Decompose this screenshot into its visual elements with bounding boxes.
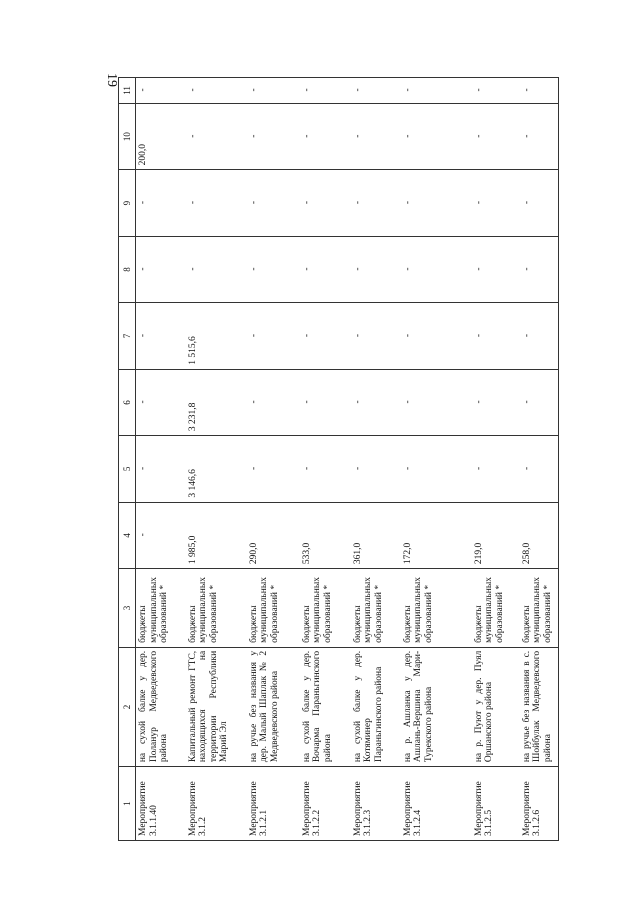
page-number: 19	[104, 73, 119, 87]
value-cell: -	[247, 303, 300, 369]
value-cell: -	[520, 236, 559, 302]
column-number: 10	[119, 103, 136, 169]
value-cell: -	[401, 236, 472, 302]
event-description: на р. Ашланка у дер. Ашлань-Вершина Мари-Турекского района	[401, 647, 472, 766]
value-cell: 172,0	[401, 502, 472, 568]
value-cell: -	[401, 103, 472, 169]
funding-source: бюджеты муниципальных образований *	[300, 569, 351, 648]
value-cell: -	[300, 303, 351, 369]
table-row	[136, 78, 186, 841]
value-cell: -	[136, 502, 186, 568]
value-cell: -	[247, 78, 300, 104]
value-cell: 219,0	[472, 502, 520, 568]
value-cell: -	[300, 436, 351, 502]
value-cell: -	[472, 78, 520, 104]
value-cell: -	[136, 236, 186, 302]
event-name: Мероприятие 3.1.2.6	[520, 767, 559, 841]
column-number: 2	[119, 647, 136, 766]
table-row	[186, 78, 247, 841]
value-cell: 533,0	[300, 502, 351, 568]
value-cell: -	[401, 170, 472, 236]
value-cell: 3 231,8	[186, 369, 247, 435]
funding-source: бюджеты муниципальных образований *	[186, 569, 247, 648]
value-cell: -	[472, 303, 520, 369]
value-cell: 1 985,0	[186, 502, 247, 568]
value-cell: 3 146,6	[186, 436, 247, 502]
value-cell: -	[520, 103, 559, 169]
event-description: на ручье без названия в с. Шойбулак Медведевского района	[520, 647, 559, 766]
value-cell: -	[247, 103, 300, 169]
value-cell: -	[351, 78, 401, 104]
value-cell: -	[300, 369, 351, 435]
column-number: 7	[119, 303, 136, 369]
event-description: на р. Пуют у дер. Пуял Оршанского района	[472, 647, 520, 766]
value-cell: -	[300, 170, 351, 236]
value-cell: -	[472, 236, 520, 302]
funding-source: бюджеты муниципальных образований *	[520, 569, 559, 648]
column-number: 6	[119, 369, 136, 435]
value-cell: -	[300, 78, 351, 104]
value-cell: -	[300, 236, 351, 302]
event-description: Капитальный ремонт ГТС, находящихся на территории Республики Марий Эл	[186, 647, 247, 766]
value-cell: 290,0	[247, 502, 300, 568]
table-row	[300, 78, 351, 841]
value-cell: -	[351, 236, 401, 302]
value-cell: 361,0	[351, 502, 401, 568]
value-cell: -	[351, 436, 401, 502]
value-cell: -	[186, 103, 247, 169]
value-cell: -	[472, 436, 520, 502]
value-cell: -	[351, 369, 401, 435]
column-number: 4	[119, 502, 136, 568]
column-number: 1	[119, 767, 136, 841]
funding-source: бюджеты муниципальных образований *	[401, 569, 472, 648]
event-name: Мероприятие 3.1.2.5	[472, 767, 520, 841]
value-cell: -	[136, 170, 186, 236]
value-cell: -	[401, 78, 472, 104]
funding-source: бюджеты муниципальных образований *	[247, 569, 300, 648]
value-cell: -	[472, 170, 520, 236]
value-cell: -	[351, 170, 401, 236]
value-cell: -	[136, 78, 186, 104]
table-row	[247, 78, 300, 841]
funding-source: бюджеты муниципальных образований *	[472, 569, 520, 648]
event-description: на сухой балке у дер. Котяминер Параньгинского района	[351, 647, 401, 766]
value-cell: -	[136, 436, 186, 502]
table-row	[472, 78, 520, 841]
event-name: Мероприятие 3.1.2.1	[247, 767, 300, 841]
value-cell: -	[247, 170, 300, 236]
value-cell: -	[136, 303, 186, 369]
value-cell: -	[401, 303, 472, 369]
value-cell: -	[247, 236, 300, 302]
column-number-row	[119, 78, 136, 841]
value-cell: -	[520, 369, 559, 435]
value-cell: 1 515,6	[186, 303, 247, 369]
value-cell: -	[186, 236, 247, 302]
budget-table	[118, 77, 559, 841]
value-cell: -	[520, 78, 559, 104]
value-cell: -	[520, 170, 559, 236]
value-cell: -	[247, 436, 300, 502]
value-cell: -	[401, 369, 472, 435]
value-cell: -	[351, 103, 401, 169]
value-cell: -	[401, 436, 472, 502]
event-description: на сухой балке у дер. Вочарма Параньгинского района	[300, 647, 351, 766]
funding-source: бюджеты муниципальных образований *	[136, 569, 186, 648]
event-description: на ручье без названия у дер. Малый Шаплак № 2 Медведевского района	[247, 647, 300, 766]
value-cell: -	[300, 103, 351, 169]
rotated-table-container	[118, 77, 553, 841]
column-number: 11	[119, 78, 136, 104]
column-number: 8	[119, 236, 136, 302]
column-number: 3	[119, 569, 136, 648]
funding-source: бюджеты муниципальных образований *	[351, 569, 401, 648]
column-number: 5	[119, 436, 136, 502]
value-cell: -	[247, 369, 300, 435]
value-cell: -	[186, 170, 247, 236]
table-row	[520, 78, 559, 841]
event-name: Мероприятие 3.1.2.2	[300, 767, 351, 841]
value-cell: -	[520, 303, 559, 369]
value-cell: -	[186, 78, 247, 104]
value-cell: -	[472, 369, 520, 435]
table-row	[401, 78, 472, 841]
value-cell: 258,0	[520, 502, 559, 568]
value-cell: -	[351, 303, 401, 369]
event-description: на сухой балке у дер. Поланур Медведевского района	[136, 647, 186, 766]
event-name: Мероприятие 3.1.1.40	[136, 767, 186, 841]
column-number: 9	[119, 170, 136, 236]
table-row	[351, 78, 401, 841]
value-cell: 200,0	[136, 103, 186, 169]
value-cell: -	[472, 103, 520, 169]
event-name: Мероприятие 3.1.2.4	[401, 767, 472, 841]
event-name: Мероприятие 3.1.2	[186, 767, 247, 841]
value-cell: -	[136, 369, 186, 435]
event-name: Мероприятие 3.1.2.3	[351, 767, 401, 841]
value-cell: -	[520, 436, 559, 502]
